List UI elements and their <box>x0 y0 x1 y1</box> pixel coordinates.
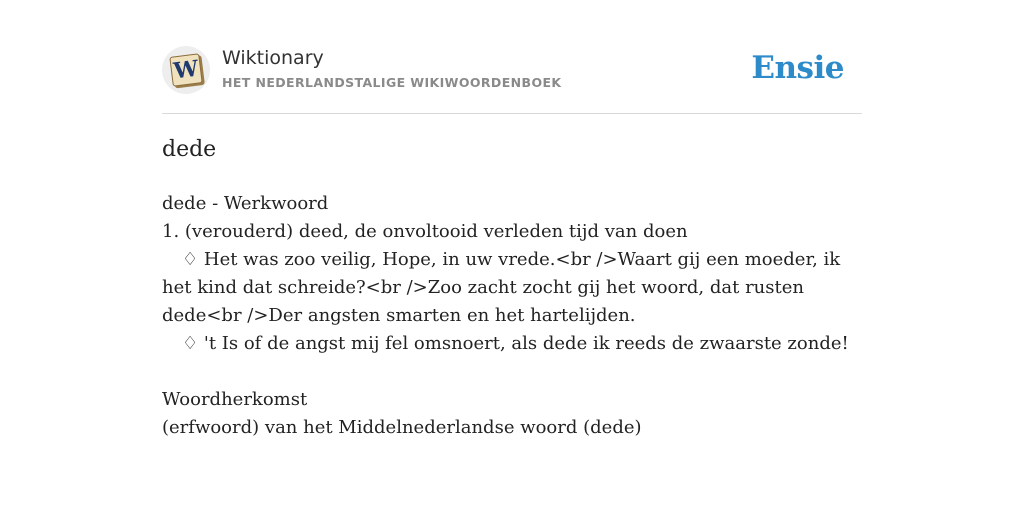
example-marker-icon: ♢ <box>182 333 199 354</box>
etymology-text: (erfwoord) van het Middelnederlandse woord (dede) <box>162 417 642 438</box>
wiktionary-logo-icon[interactable] <box>162 46 210 94</box>
entry-example <box>162 246 862 330</box>
partner-logo[interactable]: Ensie <box>751 50 844 86</box>
example-text: 't Is of de angst mij fel omsnoert, als dede ik reeds de zwaarste zonde! <box>203 333 849 354</box>
example-marker-icon: ♢ <box>182 249 199 270</box>
spacer <box>162 358 862 386</box>
site-header <box>162 44 862 114</box>
example-text: Het was zoo veilig, Hope, in uw vrede.<br />Waart gij een moeder, ik het kind dat schreide?<br />Zoo zacht zocht gij het woord, dat rusten dede<br />Der angsten smarten en het hartelijden. <box>162 249 841 326</box>
etymology-heading: Woordherkomst <box>162 389 308 410</box>
brand-subtitle: HET NEDERLANDSTALIGE WIKIWOORDENBOEK <box>222 75 562 90</box>
entry-content <box>162 190 862 442</box>
entry-example <box>162 330 862 358</box>
page-title: dede <box>162 137 217 162</box>
entry-heading: dede - Werkwoord <box>162 193 329 214</box>
logo-letter: W <box>172 55 200 85</box>
entry-definition: 1. (verouderd) deed, de onvoltooid verleden tijd van doen <box>162 221 688 242</box>
logo-tile <box>169 53 202 86</box>
brand-name[interactable]: Wiktionary <box>222 47 324 69</box>
